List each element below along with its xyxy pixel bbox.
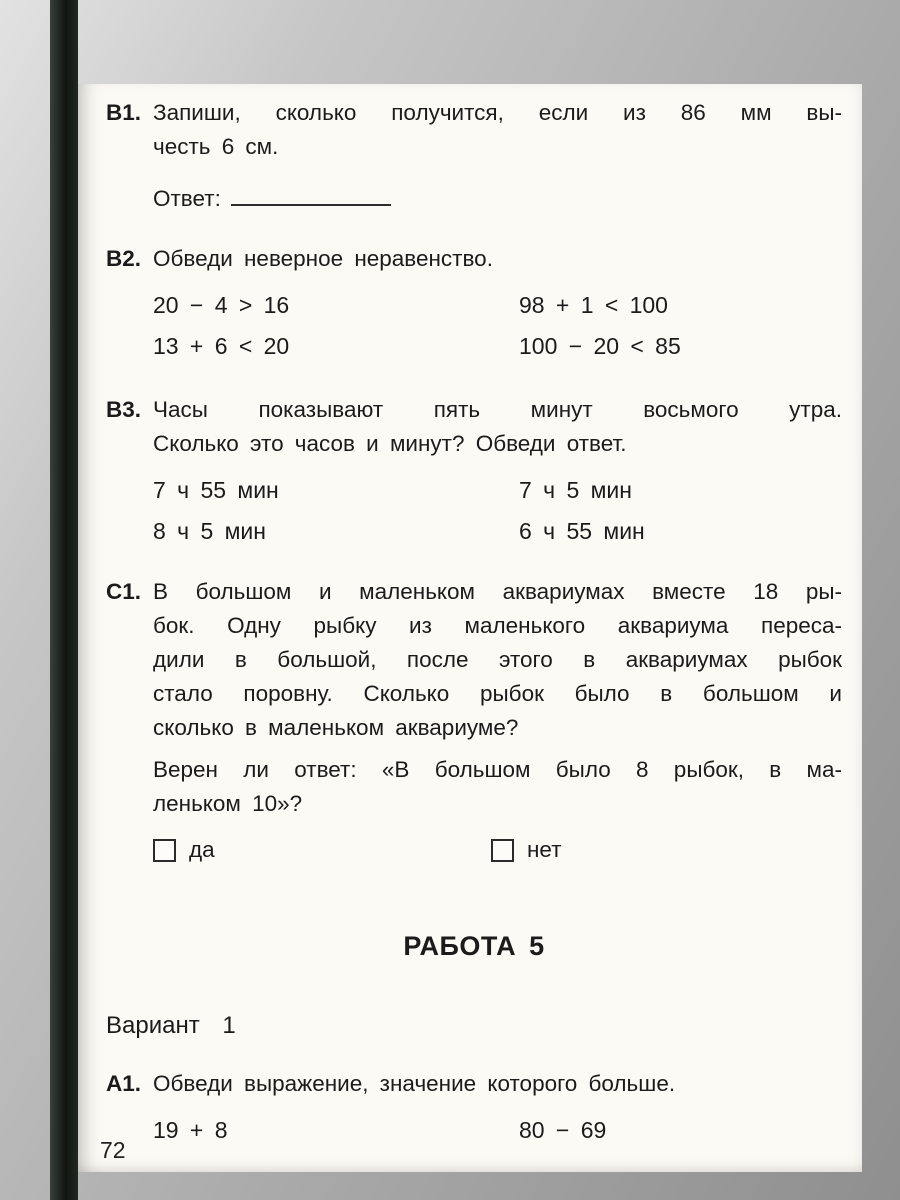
task-c1-text-line-1: В большом и маленьком аквариумах вместе 18 ры- — [153, 579, 842, 604]
task-b1-text-line-2: честь 6 см. — [153, 134, 279, 159]
page-content — [78, 84, 862, 1147]
task-b1-text-line-1: Запиши, сколько получится, если из 86 мм вы- — [153, 100, 842, 125]
answer-blank[interactable] — [231, 180, 391, 206]
task-b3-label: В3. — [106, 397, 142, 422]
option-expression-2[interactable]: 80 − 69 — [519, 1117, 607, 1143]
variant-label: Вариант 1 — [106, 1012, 236, 1039]
task-c1-question-line-1: Верен ли ответ: «В большом было 8 рыбок, в ма- — [153, 757, 842, 782]
task-b2-prompt: Обведи неверное неравенство. — [153, 246, 493, 271]
option-inequality-2[interactable]: 13 + 6 < 20 — [153, 333, 290, 359]
task-b2-body — [153, 242, 842, 363]
task-c1-text-line-3: дили в большой, после этого в аквариумах рыбок — [153, 647, 842, 672]
task-a1-body — [153, 1067, 842, 1147]
task-b3-body — [153, 393, 842, 548]
option-inequality-3[interactable]: 98 + 1 < 100 — [519, 292, 668, 318]
answer-label: Ответ: — [153, 186, 221, 211]
book-spine-shadow — [50, 0, 78, 1200]
page-number: 72 — [100, 1137, 126, 1163]
task-b3-options — [153, 473, 842, 548]
task-a1-prompt: Обведи выражение, значение которого больше. — [153, 1071, 676, 1096]
task-c1-text-line-2: бок. Одну рыбку из маленького аквариума переса- — [153, 613, 842, 638]
task-b3-options-right — [519, 473, 645, 548]
task-b3-options-left — [153, 473, 519, 548]
no-checkbox[interactable] — [491, 839, 514, 862]
option-time-4[interactable]: 6 ч 55 мин — [519, 518, 645, 544]
task-b1 — [106, 96, 842, 216]
task-b2 — [106, 242, 842, 363]
task-a1-options-left — [153, 1113, 519, 1147]
task-c1 — [106, 575, 842, 867]
yes-no-choices — [153, 833, 842, 867]
task-c1-question — [153, 753, 842, 821]
answer-choice-no[interactable] — [491, 833, 562, 867]
task-b3-text-line-2: Сколько это часов и минут? Обведи ответ. — [153, 431, 627, 456]
task-c1-text-line-5: сколько в маленьком аквариуме? — [153, 715, 519, 740]
option-expression-1[interactable]: 19 + 8 — [153, 1117, 228, 1143]
task-b3-text-line-1: Часы показывают пять минут восьмого утра. — [153, 397, 842, 422]
task-c1-text-line-4: стало поровну. Сколько рыбок было в большом и — [153, 681, 842, 706]
yes-checkbox[interactable] — [153, 839, 176, 862]
answer-row — [153, 180, 842, 216]
answer-choice-yes[interactable] — [153, 833, 491, 867]
option-inequality-4[interactable]: 100 − 20 < 85 — [519, 333, 681, 359]
work-5-title: РАБОТА 5 — [403, 931, 545, 961]
task-b2-label: В2. — [106, 246, 142, 271]
task-b2-options — [153, 288, 842, 363]
yes-label: да — [189, 837, 215, 862]
task-a1-options-right — [519, 1113, 606, 1147]
task-a1-label: А1. — [106, 1071, 142, 1096]
option-time-2[interactable]: 8 ч 5 мин — [153, 518, 266, 544]
task-c1-label: С1. — [106, 579, 142, 604]
task-c1-question-line-2: леньком 10»? — [153, 791, 303, 816]
task-b1-body — [153, 96, 842, 216]
task-b3 — [106, 393, 842, 548]
option-time-1[interactable]: 7 ч 55 мин — [153, 477, 279, 503]
task-a1-options — [153, 1113, 842, 1147]
option-time-3[interactable]: 7 ч 5 мин — [519, 477, 632, 503]
task-b1-label: В1. — [106, 100, 142, 125]
workbook-page — [78, 84, 862, 1172]
task-a1 — [106, 1067, 842, 1147]
task-c1-body — [153, 575, 842, 867]
task-b2-options-left — [153, 288, 519, 363]
task-b2-options-right — [519, 288, 681, 363]
no-label: нет — [527, 837, 562, 862]
option-inequality-1[interactable]: 20 − 4 > 16 — [153, 292, 290, 318]
